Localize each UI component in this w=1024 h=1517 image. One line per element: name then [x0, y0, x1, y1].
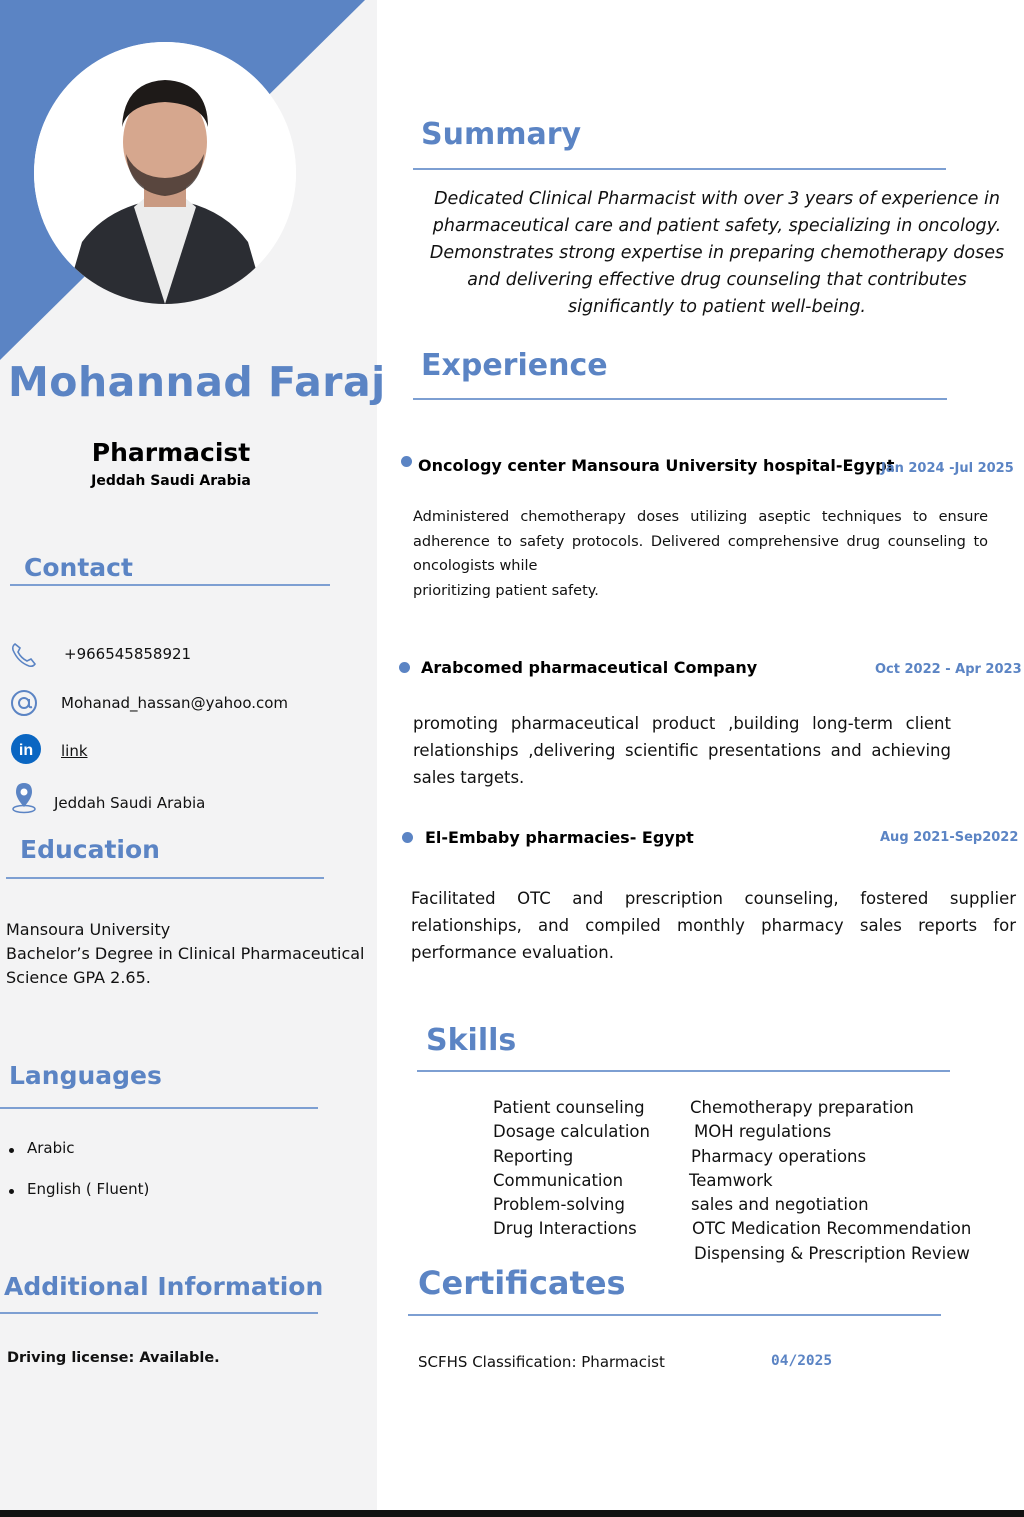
email-at-icon — [9, 688, 39, 718]
skill-item: OTC Medication Recommendation — [692, 1219, 972, 1238]
skill-item: sales and negotiation — [691, 1195, 869, 1214]
job-title-3: El-Embaby pharmacies- Egypt — [425, 828, 694, 847]
education-heading: Education — [20, 835, 160, 864]
email-address[interactable]: Mohanad_hassan@yahoo.com — [61, 694, 289, 712]
summary-heading: Summary — [421, 117, 582, 152]
bullet — [9, 1189, 14, 1194]
phone-icon — [9, 640, 39, 670]
summary-text: Dedicated Clinical Pharmacist with over 3 years of experience in pharmaceutical care and patient safety, specializing in oncology. Demonstrates strong expertise in preparing chemotherapy doses and delivering effective drug counseling that contributes significantly to patient well-being. — [429, 189, 1005, 317]
skill-item: Patient counseling — [493, 1098, 645, 1117]
language-item: Arabic — [27, 1139, 75, 1157]
summary-divider — [413, 168, 946, 170]
candidate-name: Mohannad Faraj — [8, 358, 386, 406]
profile-photo — [34, 42, 296, 304]
job-desc-2: promoting pharmaceutical product ,building long-term client relationships ,delivering scientific presentations and achieving sales targets. — [413, 714, 951, 787]
skill-item: Pharmacy operations — [691, 1147, 867, 1166]
timeline-dot — [402, 832, 413, 843]
contact-address: Jeddah Saudi Arabia — [54, 794, 206, 812]
timeline-dot — [399, 662, 410, 673]
experience-heading: Experience — [421, 348, 608, 383]
skill-item: Teamwork — [689, 1171, 773, 1190]
driving-license: Driving license: Available. — [7, 1350, 220, 1366]
skills-divider — [417, 1070, 950, 1072]
job-desc-1-main: Administered chemotherapy doses utilizing aseptic techniques to ensure adherence to safety protocols. Delivered comprehensive drug counseling to oncologists while — [413, 509, 988, 574]
linkedin-link[interactable]: link — [61, 742, 88, 760]
job-title: Pharmacist — [91, 438, 251, 467]
contact-heading: Contact — [24, 553, 133, 582]
experience-divider — [413, 398, 947, 400]
phone-number[interactable]: +966545858921 — [64, 645, 192, 663]
location-pin-icon — [9, 781, 39, 811]
linkedin-icon[interactable] — [11, 734, 41, 764]
bottom-edge-bar — [0, 1510, 1024, 1517]
education-degree: Bachelor’s Degree in Clinical Pharmaceutical Science GPA 2.65. — [6, 944, 365, 987]
certificate-date: 04/2025 — [771, 1353, 833, 1369]
languages-divider — [0, 1107, 318, 1109]
timeline-dot — [401, 456, 412, 467]
skill-item: Chemotherapy preparation — [690, 1098, 914, 1117]
education-school: Mansoura University — [6, 920, 171, 939]
job-date-2: Oct 2022 - Apr 2023 — [875, 662, 1022, 677]
bullet — [9, 1148, 14, 1153]
job-desc-1-cont: prioritizing patient safety. — [413, 582, 599, 599]
job-desc-3: Facilitated OTC and prescription counseling, fostered supplier relationships, and compiled monthly pharmacy sales reports for performance evaluation. — [411, 889, 1016, 962]
skill-item: Reporting — [493, 1147, 574, 1166]
skill-item: Problem-solving — [493, 1195, 625, 1214]
candidate-location: Jeddah Saudi Arabia — [91, 473, 251, 489]
job-date-3: Aug 2021-Sep2022 — [880, 830, 1019, 845]
job-title-1: Oncology center Mansoura University hospital-Egypt — [418, 456, 895, 475]
contact-divider — [10, 584, 330, 586]
job-title-2: Arabcomed pharmaceutical Company — [421, 658, 758, 677]
languages-heading: Languages — [9, 1061, 162, 1090]
education-entry — [6, 918, 371, 990]
certificates-divider — [408, 1314, 941, 1316]
skills-heading: Skills — [426, 1023, 517, 1058]
skill-item: Dosage calculation — [493, 1122, 650, 1141]
education-divider — [6, 877, 324, 879]
additional-info-heading: Additional Information — [4, 1272, 324, 1301]
certificates-heading: Certificates — [418, 1264, 626, 1302]
certificate-name: SCFHS Classification: Pharmacist — [418, 1353, 665, 1371]
skill-item: Drug Interactions — [493, 1219, 637, 1238]
skill-item: Communication — [493, 1171, 624, 1190]
language-item: English ( Fluent) — [27, 1180, 150, 1198]
additional-info-divider — [0, 1312, 318, 1314]
job-date-1: Jan 2024 -Jul 2025 — [881, 461, 1014, 476]
skill-item: Dispensing & Prescription Review — [694, 1244, 970, 1263]
job-desc-1 — [413, 505, 988, 603]
svg-text:in: in — [18, 742, 34, 759]
skill-item: MOH regulations — [694, 1122, 832, 1141]
